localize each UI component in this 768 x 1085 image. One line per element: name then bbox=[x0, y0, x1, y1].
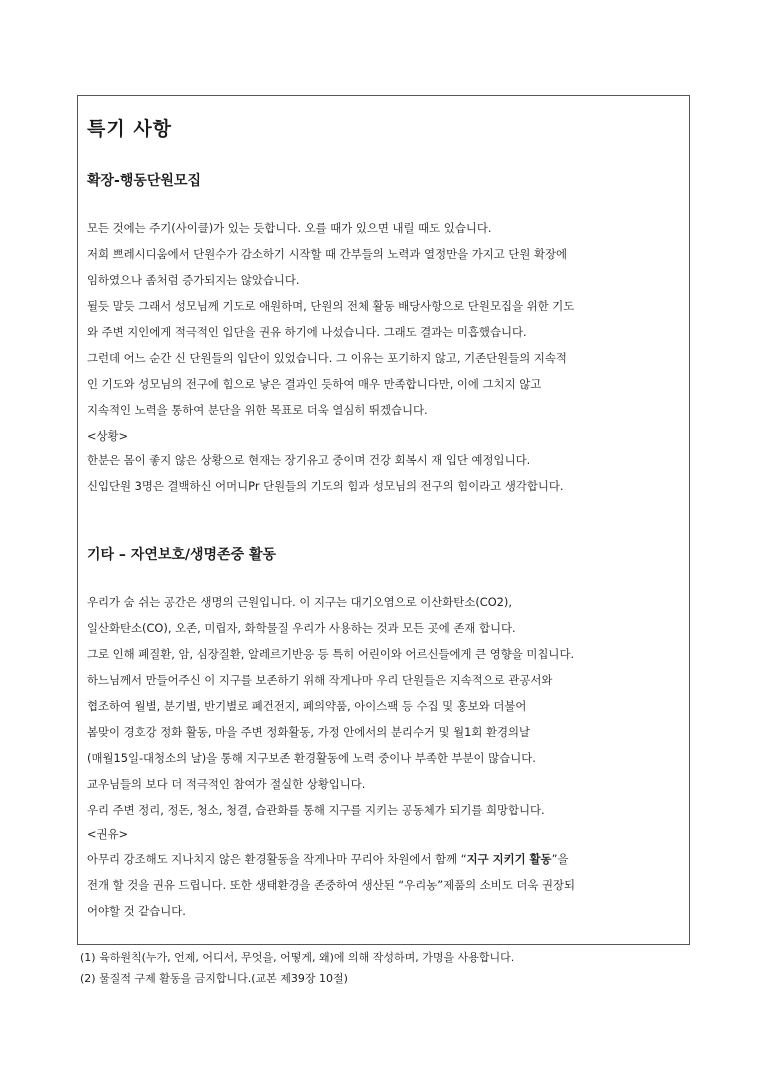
section-heading-recruitment: 확장-행동단원모집 bbox=[87, 173, 202, 189]
paragraph-line: 한분은 몸이 좋지 않은 상황으로 현재는 장기유고 중이며 건강 회복시 재 입단 예정입니다. bbox=[87, 453, 531, 467]
paragraph-line: 뒬듯 말듯 그래서 성모님께 기도로 애원하며, 단원의 전체 활동 배당사항으로 단원모집을 위한 기도 bbox=[87, 299, 575, 313]
paragraph-line: 인 기도와 성모님의 전구에 힘으로 낳은 결과인 듯하여 매우 만족합니다만, 이에 그치지 않고 bbox=[87, 377, 542, 391]
paragraph-line: 신입단원 3명은 결백하신 어머니Pr 단원들의 기도의 힘과 성모님의 전구의 힘이라고 생각합니다. bbox=[87, 479, 564, 493]
closing-text-before: 아무리 강조해도 지나치지 않은 환경활동을 작게나마 꾸리아 차원에서 함께 “ bbox=[87, 852, 467, 866]
paragraph-line: 교우님들의 보다 더 적극적인 참여가 절실한 상황입니다. bbox=[87, 777, 366, 791]
report-box bbox=[77, 95, 690, 945]
paragraph-line: 하느님께서 만들어주신 이 지구를 보존하기 위해 작게나마 우리 단원들은 지속적으로 관공서와 bbox=[87, 673, 553, 687]
footnote-2: (2) 물질적 구제 활동을 금지합니다.(교본 제39장 10절) bbox=[80, 972, 348, 985]
paragraph-line: 그로 인해 폐질환, 암, 심장질환, 알레르기반응 등 특히 어린이와 어르신들에게 큰 영향을 미칩니다. bbox=[87, 647, 575, 661]
section-heading-environment: 기타 – 자연보호/생명존중 활동 bbox=[87, 547, 277, 563]
paragraph-line: (매월15일-대청소의 날)을 통해 지구보존 환경활동에 노력 중이나 부족한 부분이 많습니다. bbox=[87, 751, 536, 765]
paragraph-line: 일산화탄소(CO), 오존, 미립자, 화학물질 우리가 사용하는 것과 모든 곳에 존재 합니다. bbox=[87, 621, 516, 635]
paragraph-line: 우리가 숨 쉬는 공간은 생명의 근원입니다. 이 지구는 대기오염으로 이산화탄소(CO2), bbox=[87, 595, 512, 609]
highlight-earth-protection: 지구 지키기 활동 bbox=[466, 852, 552, 866]
paragraph-line: 협조하여 월별, 분기별, 반기별로 폐건전지, 폐의약품, 아이스팩 등 수집 및 홍보와 더불어 bbox=[87, 699, 527, 713]
paragraph-line: 모든 것에는 주기(사이클)가 있는 듯합니다. 오를 때가 있으면 내릴 때도 있습니다. bbox=[87, 221, 492, 235]
paragraph-line: 와 주변 지인에게 적극적인 입단을 권유 하기에 나섰습니다. 그래도 결과는 미흡했습니다. bbox=[87, 325, 527, 339]
paragraph-line: 어야할 것 같습니다. bbox=[87, 904, 186, 918]
page-title: 특기 사항 bbox=[87, 118, 173, 140]
paragraph-line: 그런데 어느 순간 신 단원들의 입단이 있었습니다. 그 이유는 포기하지 않고, 기존단원들의 지속적 bbox=[87, 351, 567, 365]
subheading-situation: <상황> bbox=[87, 429, 129, 443]
footnote-1: (1) 육하원칙(누가, 언제, 어디서, 무엇을, 어떻게, 왜)에 의해 작성하며, 가명을 사용합니다. bbox=[80, 951, 515, 964]
subheading-recommendation: <권유> bbox=[87, 827, 129, 841]
paragraph-line: 저희 쁘레시디움에서 단원수가 감소하기 시작할 때 간부들의 노력과 열정만을 가지고 단원 확장에 bbox=[87, 247, 567, 261]
closing-line bbox=[87, 852, 568, 866]
closing-text-after: ”을 bbox=[551, 852, 569, 866]
paragraph-line: 우리 주변 정리, 정돈, 청소, 청결, 습관화를 통해 지구를 지키는 공동체가 되기를 희망합니다. bbox=[87, 803, 545, 817]
paragraph-line: 전개 할 것을 권유 드립니다. 또한 생태환경을 존중하여 생산된 “우리농”제품의 소비도 더욱 권장되 bbox=[87, 878, 576, 892]
paragraph-line: 봄맞이 경호강 정화 활동, 마을 주변 정화활동, 가정 안에서의 분리수거 및 월1회 환경의날 bbox=[87, 725, 531, 739]
paragraph-line: 임하였으나 좀처럼 증가되지는 않았습니다. bbox=[87, 273, 300, 287]
paragraph-line: 지속적인 노력을 통하여 분단을 위한 목표로 더욱 열심히 뛰겠습니다. bbox=[87, 403, 428, 417]
